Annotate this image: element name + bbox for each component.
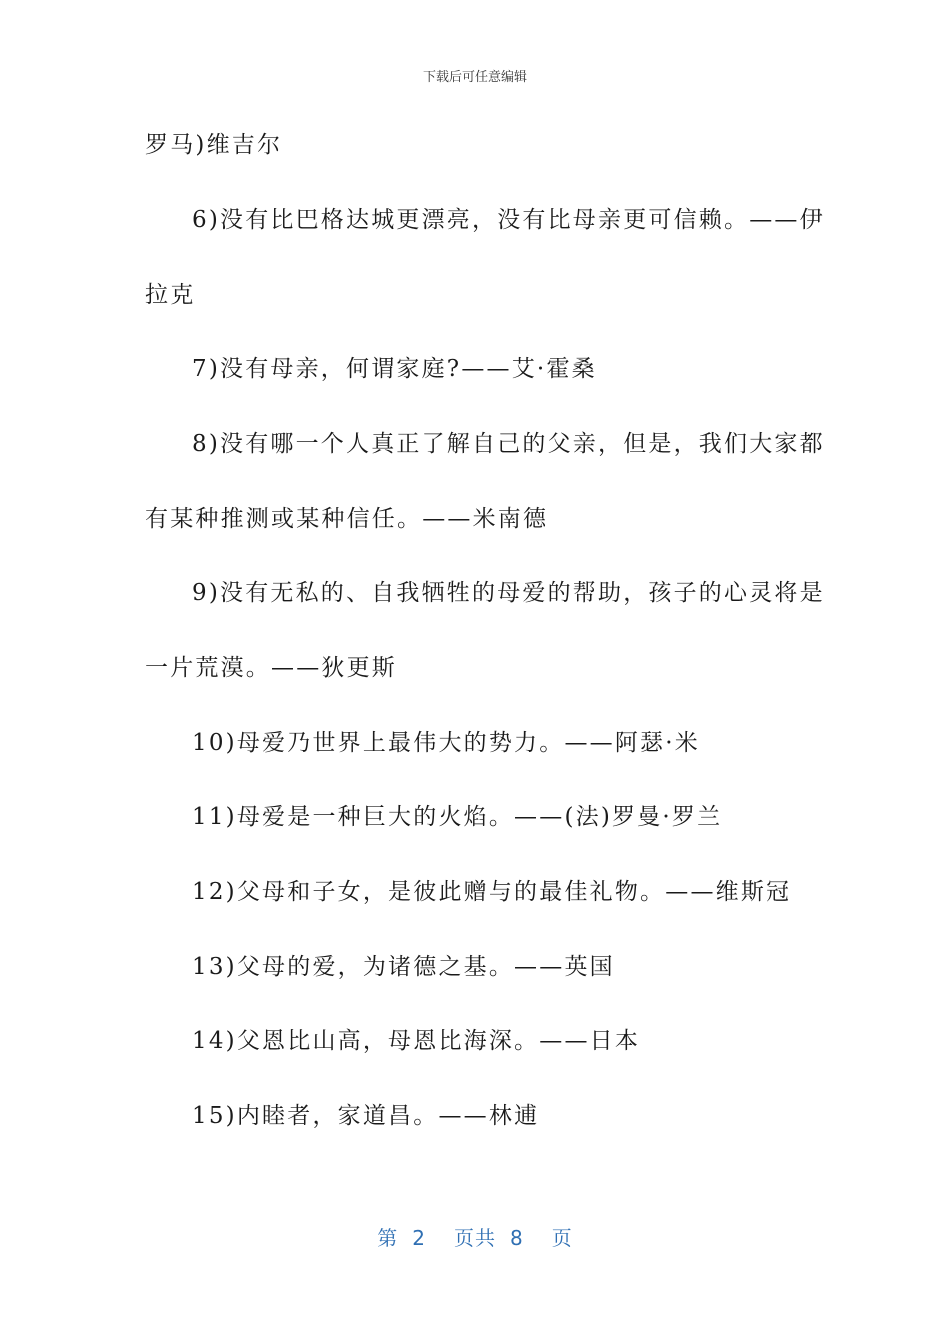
quote-line: 14)父恩比山高，母恩比海深。——日本 bbox=[192, 1028, 641, 1054]
quote-line: 9)没有无私的、自我牺牲的母爱的帮助，孩子的心灵将是 bbox=[192, 580, 825, 606]
quote-line: 12)父母和子女，是彼此赠与的最佳礼物。——维斯冠 bbox=[192, 879, 792, 905]
quote-line: 15)内睦者，家道昌。——林逋 bbox=[192, 1103, 540, 1129]
page-suffix: 页 bbox=[551, 1226, 573, 1250]
quote-line: 6)没有比巴格达城更漂亮，没有比母亲更可信赖。——伊 bbox=[192, 207, 825, 233]
page-mid: 页共 bbox=[454, 1226, 496, 1250]
quote-line: 8)没有哪一个人真正了解自己的父亲，但是，我们大家都 bbox=[192, 431, 825, 457]
current-page-number: 2 bbox=[412, 1226, 426, 1250]
quote-line: 7)没有母亲，何谓家庭?——艾·霍桑 bbox=[192, 356, 597, 382]
text-line: 有某种推测或某种信任。——米南德 bbox=[145, 506, 549, 532]
text-line: 罗马)维吉尔 bbox=[145, 132, 283, 158]
total-page-number: 8 bbox=[510, 1226, 524, 1250]
text-line: 一片荒漠。——狄更斯 bbox=[145, 655, 397, 681]
page-prefix: 第 bbox=[377, 1226, 399, 1250]
quote-line: 10)母爱乃世界上最伟大的势力。——阿瑟·米 bbox=[192, 730, 700, 756]
text-line: 拉克 bbox=[145, 282, 196, 308]
quote-line: 13)父母的爱，为诸德之基。——英国 bbox=[192, 954, 615, 980]
page-header: 下载后可任意编辑 bbox=[422, 70, 527, 85]
page-footer bbox=[0, 1222, 950, 1251]
quote-line: 11)母爱是一种巨大的火焰。——(法)罗曼·罗兰 bbox=[192, 804, 723, 830]
